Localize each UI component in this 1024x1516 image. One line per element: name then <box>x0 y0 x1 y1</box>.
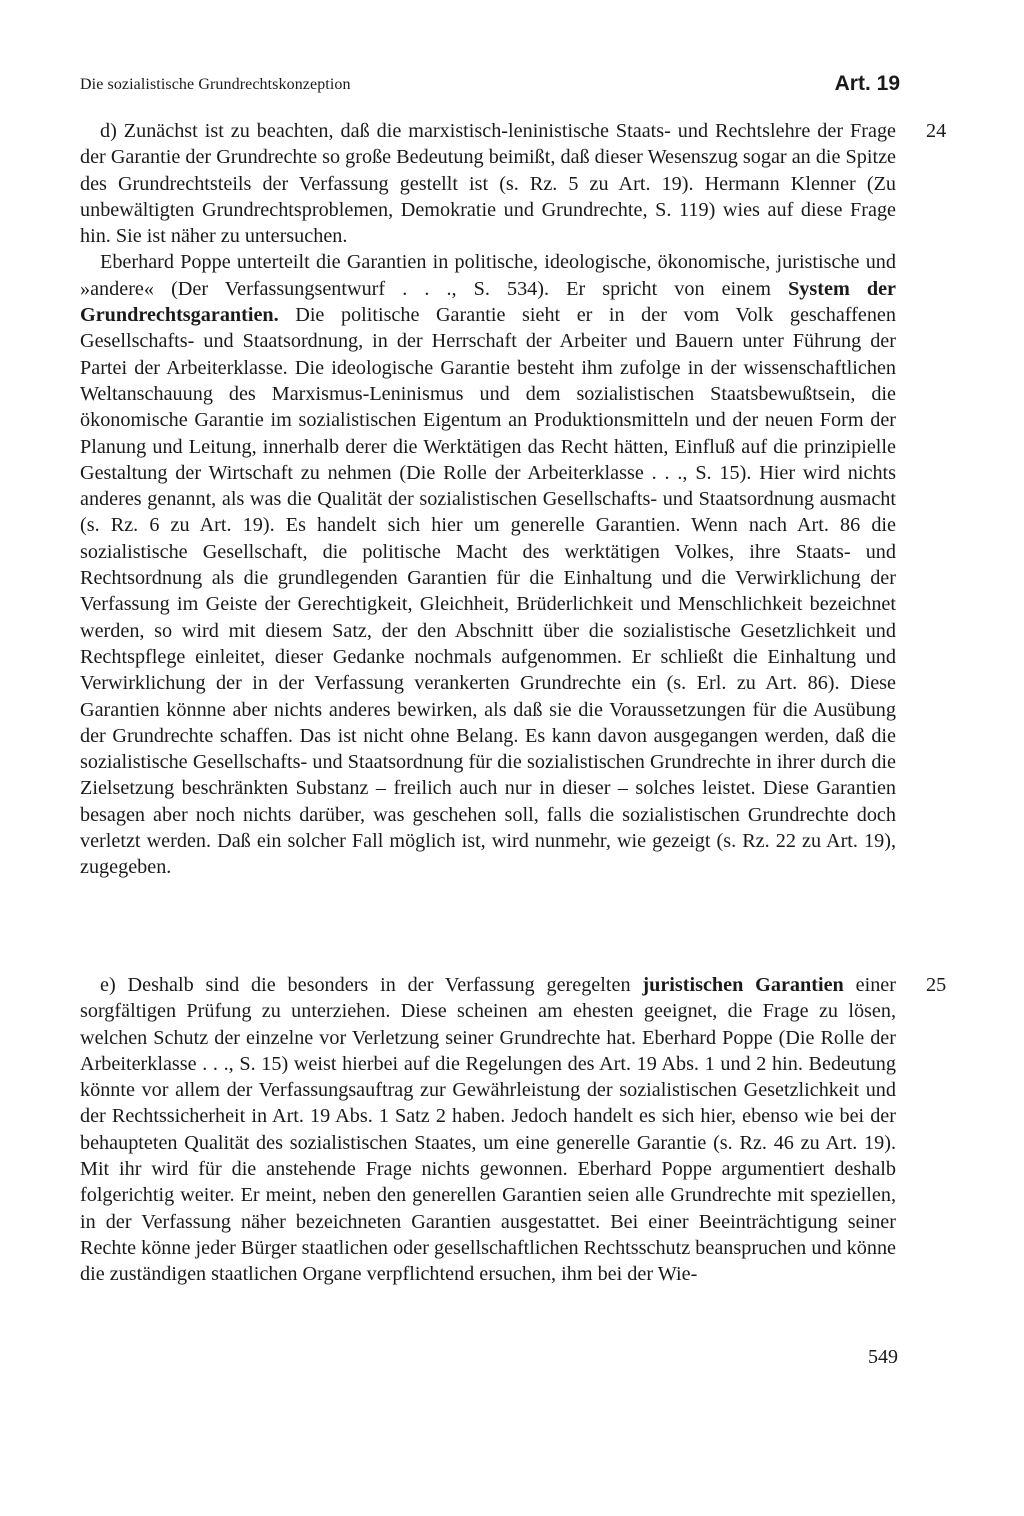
running-header: Die sozialistische Grundrechtskonzeption <box>80 76 351 93</box>
paragraph-poppe-garantien <box>80 249 896 880</box>
text-run: Die politische Garantie sieht er in der vom Volk geschaffenen Gesellschafts- und Staatsordnung, in der Herrschaft der Arbeiter und Bauern unter Führung der Partei der Arbeiterklasse. Die ideologische Garantie besteht ihm zufolge in der wissenschaftlichen Weltanschauung des Marxismus-Leninismus und dem sozialistischen Staatsbewußtsein, die ökonomische Garantie im sozialistischen Eigentum an Produktionsmitteln und der neuen Form der Planung und Leitung, innerhalb derer die Werktätigen das Recht hätten, Einfluß auf die prinzipielle Gestaltung der Wirtschaft zu nehmen (Die Rolle der Arbeiterklasse . . ., S. 15). Hier wird nichts anderes genannt, als was die Qualität der sozialistischen Gesellschafts- und Staatsordnung ausmacht (s. Rz. 6 zu Art. 19). Es handelt sich hier um generelle Garantien. Wenn nach Art. 86 die sozialistische Gesellschaft, die politische Macht des werktätigen Volkes, ihre Staats- und Rechtsordnung als die grundlegenden Garantien für die Einhaltung und die Verwirklichung der Verfassung im Geiste der Gerechtigkeit, Gleichheit, Brüderlichkeit und Menschlichkeit bezeichnet werden, so wird mit diesem Satz, der den Abschnitt über die sozialistische Gesetzlichkeit und Rechtspflege einleitet, dieser Gedanke nochmals aufgenommen. Er schließt die Einhaltung und Verwirklichung der in der Verfassung verankerten Grundrechte ein (s. Erl. zu Art. 86). Diese Garantien könnne aber nichts anderes bewirken, als daß sie die Voraussetzungen für die Ausübung der Grundrechte schaffen. Das ist nicht ohne Belang. Es kann davon ausgegangen werden, daß die sozialistische Gesellschafts- und Staatsordnung für die sozialistischen Grundrechte in ihrer durch die Zielsetzung beschränkten Substanz – freilich auch nur in dieser – solches leistet. Diese Garantien besagen aber noch nichts darüber, was geschehen soll, falls die sozialistischen Grundrechte doch verletzt werden. Daß ein solcher Fall möglich ist, wird nunmehr, wie gezeigt (s. Rz. 22 zu Art. 19), zugegeben. <box>80 304 896 879</box>
margin-number-24: 24 <box>926 120 947 142</box>
paragraph-d: d) Zunächst ist zu beachten, daß die marxistisch-leninistische Staats- und Rechtslehre der Frage der Garantie der Grundrechte so große Bedeutung beimißt, daß dieser Wesenszug sogar an die Spitze des Grundrechtsteils der Verfassung gestellt ist (s. Rz. 5 zu Art. 19). Hermann Klenner (Zu unbewältigten Grundrechtsproblemen, Demokratie und Grundrechte, S. 119) wies auf diese Frage hin. Sie ist näher zu untersuchen. <box>80 120 896 248</box>
text-run: einer sorgfältigen Prüfung zu unterziehen. Diese scheinen am ehesten geeignet, die Frage zu lösen, welchen Schutz der einzelne vor Verletzung seiner Grundrechte hat. Eberhard Poppe (Die Rolle der Arbeiterklasse . . ., S. 15) weist hierbei auf die Regelungen des Art. 19 Abs. 1 und 2 hin. Bedeutung könnte vor allem der Verfassungsauftrag zur Gewährleistung der sozialistischen Gesetzlichkeit und der Rechtssicherheit in Art. 19 Abs. 1 Satz 2 haben. Jedoch handelt es sich hier, ebenso wie bei der behaupteten Qualität des sozialistischen Staates, um eine generelle Garantie (s. Rz. 46 zu Art. 19). Mit ihr wird für die anstehende Frage nichts gewonnen. Eberhard Poppe argumentiert deshalb folgerichtig weiter. Er meint, neben den generellen Garantien seien alle Grundrechte mit speziellen, in der Verfassung näher bezeichneten Garantien ausgestattet. Bei einer Beeinträchtigung seiner Rechte könne jeder Bürger staatlichen oder gesellschaftlichen Rechtsschutz beanspruchen und könne die zuständigen staatlichen Organe verpflichtend ersuchen, ihm bei der Wie- <box>80 974 896 1286</box>
emphasis-system-der-grundrechtsgarantien: System der Grundrechtsgarantien. <box>80 277 896 327</box>
paragraph-e <box>80 972 896 1288</box>
text-run: Eberhard Poppe unterteilt die Garantien in politische, ideologische, ökonomische, juristische und »andere« (Der Verfassungsentwurf . . ., S. 534). Er spricht von einem <box>80 251 896 300</box>
section-rz-25 <box>80 972 896 1288</box>
text-run: e) Deshalb sind die besonders in der Verfassung geregelten <box>100 974 643 996</box>
page-number: 549 <box>868 1346 898 1368</box>
margin-number-25: 25 <box>926 974 947 996</box>
emphasis-juristische-garantien: juristischen Garantien <box>642 974 844 996</box>
article-heading: Art. 19 <box>834 72 900 95</box>
section-rz-24 <box>80 118 896 881</box>
